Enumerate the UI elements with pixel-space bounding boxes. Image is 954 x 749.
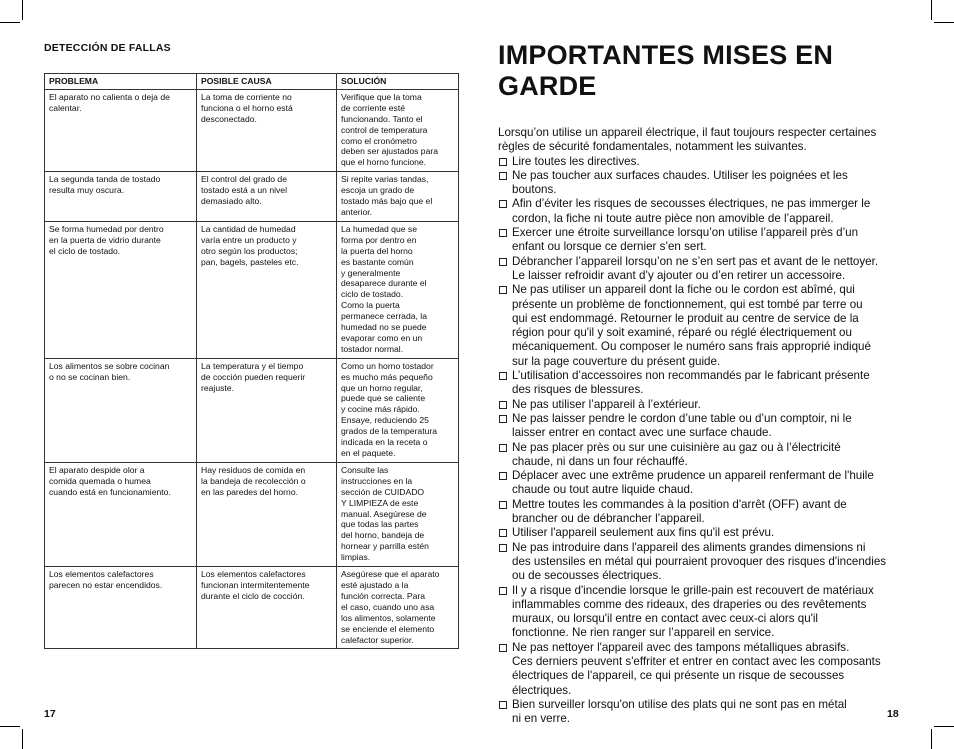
list-item bbox=[498, 698, 918, 727]
table-row bbox=[45, 358, 459, 462]
problem-cell bbox=[45, 221, 197, 358]
intro-paragraph: Lorsqu’on utilise un appareil électrique, il faut toujours respecter certaines règles de sécurité fondamentales, notamment les suivantes. bbox=[498, 126, 877, 154]
list-item-text: Ne pas introduire dans l'appareil des aliments grandes dimensions ni des ustensiles en métal qui pourraient provoquer des risques d'incendies ou de secousses électriques. bbox=[512, 540, 887, 583]
list-item-text: Ne pas toucher aux surfaces chaudes. Utiliser les poignées et les boutons. bbox=[512, 168, 848, 197]
page-title: IMPORTANTES MISES EN GARDE bbox=[498, 40, 834, 101]
cell-text: Asegúrese que el aparato esté ajustado a la función correcta. Para el caso, cuando uno asa los alimentos, solamente se enciende el elemento calefactor superior. bbox=[341, 569, 440, 645]
problem-cell bbox=[45, 172, 197, 222]
cause-cell bbox=[197, 358, 337, 462]
checkbox-bullet-icon bbox=[499, 200, 507, 208]
table-row bbox=[45, 89, 459, 171]
crop-mark bbox=[0, 726, 20, 727]
cause-cell bbox=[197, 221, 337, 358]
list-item bbox=[498, 283, 918, 369]
checkbox-bullet-icon bbox=[499, 401, 507, 409]
list-item-text: Utiliser l'appareil seulement aux fins qu'il est prévu. bbox=[512, 526, 775, 540]
problem-cell bbox=[45, 462, 197, 566]
table-header-row bbox=[45, 74, 459, 90]
page-number-right: 18 bbox=[887, 708, 899, 720]
checkbox-bullet-icon bbox=[499, 644, 507, 652]
solution-cell bbox=[337, 358, 459, 462]
list-item bbox=[498, 584, 918, 641]
checkbox-bullet-icon bbox=[499, 158, 507, 166]
list-item-text: Déplacer avec une extrême prudence un appareil renfermant de l'huile chaude ou tout autre liquide chaud. bbox=[512, 469, 874, 497]
list-item bbox=[498, 197, 918, 226]
list-item bbox=[498, 369, 918, 398]
crop-mark bbox=[934, 22, 954, 23]
left-page-header bbox=[44, 42, 458, 54]
list-item bbox=[498, 526, 918, 540]
list-item-text: Ne pas laisser pendre le cordon d’une table ou d’un comptoir, ni le laisser entrer en contact avec une surface chaude. bbox=[512, 411, 852, 440]
right-page bbox=[498, 40, 918, 726]
cause-cell bbox=[197, 89, 337, 171]
checkbox-bullet-icon bbox=[499, 229, 507, 237]
cell-text: La segunda tanda de tostado resulta muy oscura. bbox=[49, 174, 161, 196]
column-header-solution: SOLUCIÓN bbox=[337, 74, 459, 90]
list-item bbox=[498, 226, 918, 255]
problem-cell bbox=[45, 358, 197, 462]
list-item bbox=[498, 169, 918, 198]
solution-cell bbox=[337, 221, 459, 358]
cause-cell bbox=[197, 462, 337, 566]
troubleshooting-table bbox=[44, 73, 459, 649]
list-item bbox=[498, 441, 918, 470]
cell-text: El aparato no calienta o deja de calentar. bbox=[49, 91, 170, 113]
list-item-text: Ne pas placer près ou sur une cuisinière au gaz ou à l’électricité chaude, ni dans un four réchauffé. bbox=[512, 440, 841, 468]
list-item-text: Débrancher l’appareil lorsqu’on ne s’en sert pas et avant de le nettoyer. Le laisser refroidir avant d’y ajouter ou d’en retirer un accessoire. bbox=[512, 254, 879, 282]
crop-mark bbox=[0, 22, 20, 23]
table-row bbox=[45, 462, 459, 566]
checkbox-bullet-icon bbox=[499, 415, 507, 423]
list-item bbox=[498, 469, 918, 498]
page-number-left: 17 bbox=[44, 708, 56, 720]
checkbox-bullet-icon bbox=[499, 544, 507, 552]
list-item-text: Afin d’éviter les risques de secousses électriques, ne pas immerger le cordon, la fiche ni toute autre pièce non amovible de l’appareil. bbox=[512, 197, 871, 225]
cell-text: Si repite varias tandas, escoja un grado de tostado más bajo que el anterior. bbox=[341, 174, 433, 217]
solution-cell bbox=[337, 89, 459, 171]
crop-mark bbox=[931, 0, 932, 20]
solution-cell bbox=[337, 172, 459, 222]
list-item bbox=[498, 541, 918, 584]
checkbox-bullet-icon bbox=[499, 258, 507, 266]
cause-cell bbox=[197, 567, 337, 649]
list-item bbox=[498, 412, 918, 441]
table-row bbox=[45, 172, 459, 222]
cause-cell bbox=[197, 172, 337, 222]
list-item-text: L’utilisation d’accessoires non recommandés par le fabricant présente des risques de blessures. bbox=[512, 369, 870, 397]
cell-text: El control del grado de tostado está a un nivel demasiado alto. bbox=[201, 174, 287, 207]
cell-text: La temperatura y el tiempo de cocción pueden requerir reajuste. bbox=[201, 360, 306, 393]
crop-mark bbox=[22, 0, 23, 20]
cell-text: Verifique que la toma de corriente esté funcionando. Tanto el control de temperatura como el cronómetro deben ser ajustados para que el horno funcione. bbox=[341, 91, 438, 168]
list-item-text: Il y a risque d'incendie lorsque le grille-pain est recouvert de matériaux inflammables comme des rideaux, des draperies ou des revêtements muraux, ou lorsqu'il entre en contact avec ceux-ci alors qu'il fonctionne. Ne rien ranger sur l’appareil en service. bbox=[512, 583, 874, 640]
cell-text: La cantidad de humedad varía entre un producto y otro según los productos; pan, bagels, pasteles etc. bbox=[201, 223, 299, 267]
crop-mark bbox=[22, 729, 23, 749]
list-item-text: Exercer une étroite surveillance lorsqu’on utilise l’appareil près d’un enfant ou lorsque ce dernier s’en sert. bbox=[512, 226, 859, 254]
crop-mark bbox=[931, 729, 932, 749]
table-row bbox=[45, 221, 459, 358]
cell-text: Hay residuos de comida en la bandeja de recolección o en las paredes del horno. bbox=[201, 464, 306, 497]
cell-text: La toma de corriente no funciona o el horno está desconectado. bbox=[201, 91, 293, 124]
list-item bbox=[498, 398, 918, 412]
checkbox-bullet-icon bbox=[499, 444, 507, 452]
problem-cell bbox=[45, 567, 197, 649]
cell-text: El aparato despide olor a comida quemada o humea cuando está en funcionamiento. bbox=[49, 464, 171, 497]
list-item bbox=[498, 498, 918, 527]
safeguards-list bbox=[498, 155, 918, 727]
checkbox-bullet-icon bbox=[499, 529, 507, 537]
cell-text: La humedad que se forma por dentro en la puerta del horno es bastante común y generalmente desaparece durante el ciclo de tostado. Como la puerta permanece cerrada, la humedad no se puede evaporar como en un tostador normal. bbox=[341, 223, 427, 354]
list-item-text: Lire toutes les directives. bbox=[512, 154, 640, 168]
checkbox-bullet-icon bbox=[499, 372, 507, 380]
list-item bbox=[498, 641, 918, 698]
troubleshooting-heading: DETECCIÓN DE FALLAS bbox=[44, 42, 171, 54]
checkbox-bullet-icon bbox=[499, 587, 507, 595]
column-header-cause: POSIBLE CAUSA bbox=[197, 74, 337, 90]
cell-text: Los elementos calefactores funcionan intermitentemente durante el ciclo de cocción. bbox=[201, 569, 310, 601]
list-item-text: Ne pas utiliser un appareil dont la fiche ou le cordon est abîmé, qui présente un problème de fonctionnement, qui est tombé par terre ou qui est endommagé. Retourner le produit au centre de service de la région pour qu'il y soit examiné, réparé ou réglé électriquement ou mécaniquement. Ou composer le numéro sans frais approprié indiqué sur la page couverture du présent guide. bbox=[512, 283, 871, 368]
checkbox-bullet-icon bbox=[499, 286, 507, 294]
cell-text: Los elementos calefactores parecen no estar encendidos. bbox=[49, 569, 163, 590]
solution-cell bbox=[337, 462, 459, 566]
checkbox-bullet-icon bbox=[499, 501, 507, 509]
list-item-text: Bien surveiller lorsqu'on utilise des plats qui ne sont pas en métal ni en verre. bbox=[512, 697, 847, 726]
cell-text: Los alimentos se sobre cocinan o no se cocinan bien. bbox=[49, 360, 170, 382]
problem-cell bbox=[45, 89, 197, 171]
cell-text: Se forma humedad por dentro en la puerta de vidrio durante el ciclo de tostado. bbox=[49, 223, 164, 256]
list-item bbox=[498, 255, 918, 284]
column-header-problem: PROBLEMA bbox=[45, 74, 197, 90]
table-row bbox=[45, 567, 459, 649]
crop-mark bbox=[934, 726, 954, 727]
list-item-text: Mettre toutes les commandes à la position d'arrêt (OFF) avant de brancher ou de débrancher l’appareil. bbox=[512, 497, 847, 526]
checkbox-bullet-icon bbox=[499, 472, 507, 480]
checkbox-bullet-icon bbox=[499, 701, 507, 709]
checkbox-bullet-icon bbox=[499, 172, 507, 180]
list-item-text: Ne pas utiliser l’appareil à l’extérieur. bbox=[512, 397, 701, 411]
list-item bbox=[498, 155, 918, 169]
solution-cell bbox=[337, 567, 459, 649]
cell-text: Como un horno tostador es mucho más pequeño que un horno regular, puede que se caliente y cocine más rápido. Ensaye, reduciendo 25 grados de la temperatura indicada en la receta o en el paquete. bbox=[341, 360, 438, 458]
cell-text: Consulte las instrucciones en la sección de CUIDADO Y LIMPIEZA de este manual. Asegúrese de que todas las partes del horno, bandeja de hornear y parrilla estén limpias. bbox=[341, 464, 429, 563]
list-item-text: Ne pas nettoyer l'appareil avec des tampons métalliques abrasifs. Ces derniers peuvent s'effriter et entrer en contact avec les composants électriques de l'appareil, ce qui présente un risque de secousses électriques. bbox=[512, 640, 881, 697]
